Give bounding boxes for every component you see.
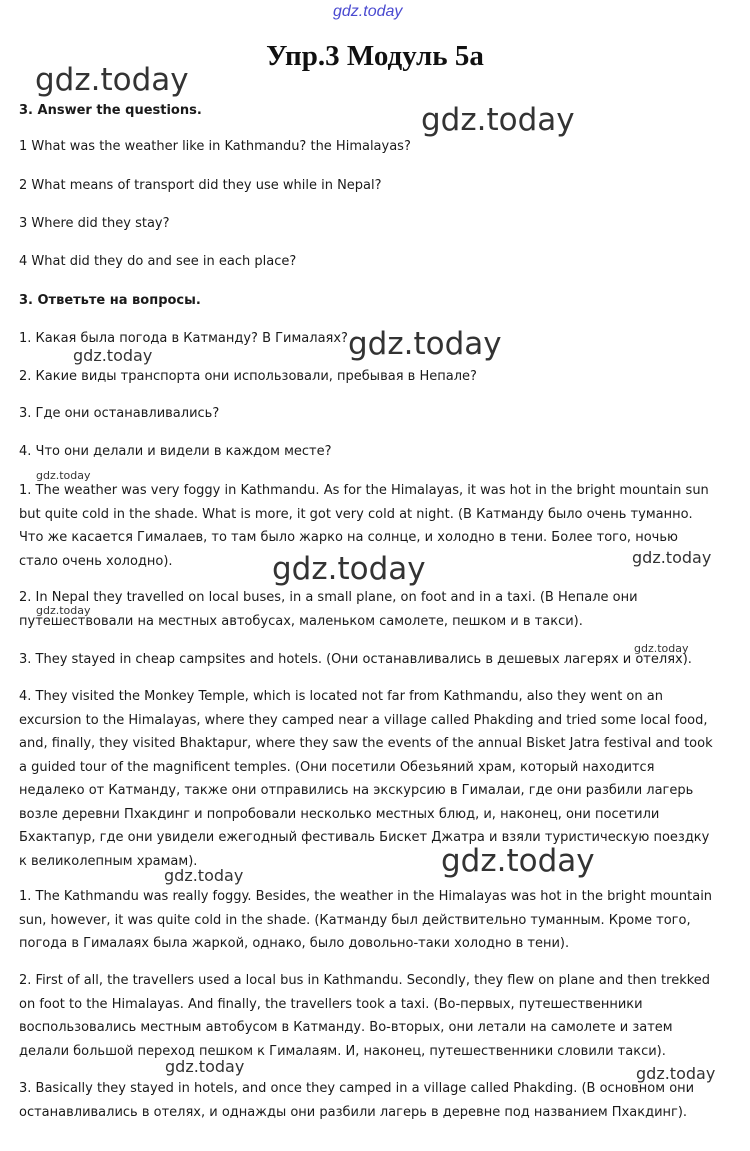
site-link[interactable]: gdz.today: [333, 3, 403, 20]
question-en-4: 4 What did they do and see in each place?: [19, 254, 297, 269]
answer-4: 4. They visited the Monkey Temple, which is located not far from Kathmandu, also they went on an excursion to the Himalayas, where they camped near a village called Phakding and tried some local food, and, finally, they visited Bhaktapur, where they saw the events of the annual Bisket Jatra festival and took a guided tour of the magnificent temples. (Они посетили Обезьяний храм, который находится недалеко от Катманду, также они отправились на экскурсию в Гималаи, где они разбили лагерь возле деревни Пхакдинг и попробовали несколько местных блюд, и, наконец, они посетили Бхактапур, где они увидели ежегодный фестиваль Бискет Джатра и взяли туристическую поездку к великолепным храмам).: [19, 689, 713, 869]
answer-5: 1. The Kathmandu was really foggy. Besides, the weather in the Himalayas was hot in the bright mountain sun, however, it was quite cold in the shade. (Катманду был действительно туманным. Кроме того, погода в Гималаях была жаркой, однако, было довольно-таки холодно в тени).: [19, 889, 713, 951]
questions-en-heading: 3. Answer the questions.: [19, 103, 202, 118]
answer-2: 2. In Nepal they travelled on local buses, in a small plane, on foot and in a taxi. (В Непале они путешествовали на местных автобусах, маленьком самолете, пешком и в такси).: [19, 590, 638, 629]
watermark: gdz.today: [348, 326, 502, 362]
watermark: gdz.today: [36, 469, 91, 482]
watermark: gdz.today: [165, 1057, 245, 1076]
question-en-1: 1 What was the weather like in Kathmandu? the Himalayas?: [19, 139, 411, 154]
watermark: gdz.today: [164, 866, 244, 885]
answer-3: 3. They stayed in cheap campsites and hotels. (Они останавливались в дешевых лагерях и отелях).: [19, 652, 692, 667]
watermark: gdz.today: [272, 551, 426, 587]
question-ru-4: 4. Что они делали и видели в каждом месте?: [19, 444, 332, 459]
question-ru-2: 2. Какие виды транспорта они использовали, пребывая в Непале?: [19, 369, 477, 384]
question-en-2: 2 What means of transport did they use while in Nepal?: [19, 178, 382, 193]
page-title: Упр.3 Модуль 5а: [266, 40, 484, 72]
watermark: gdz.today: [632, 548, 712, 567]
questions-ru-heading: 3. Ответьте на вопросы.: [19, 293, 201, 308]
watermark: gdz.today: [634, 642, 689, 655]
watermark: gdz.today: [441, 843, 595, 879]
watermark: gdz.today: [35, 62, 189, 98]
watermark: gdz.today: [636, 1064, 716, 1083]
watermark: gdz.today: [421, 102, 575, 138]
question-ru-3: 3. Где они останавливались?: [19, 406, 220, 421]
answer-7: 3. Basically they stayed in hotels, and once they camped in a village called Phakding. (В основном они останавливались в отелях, и однажды они разбили лагерь в деревне под названием Пхакдинг).: [19, 1081, 695, 1120]
question-en-3: 3 Where did they stay?: [19, 216, 170, 231]
question-ru-1: 1. Какая была погода в Катманду? В Гималаях?: [19, 331, 348, 346]
answer-1: 1. The weather was very foggy in Kathmandu. As for the Himalayas, it was hot in the bright mountain sun but quite cold in the shade. What is more, it got very cold at night. (В Катманду было очень туманно. Что же касается Гималаев, то там было жарко на солнце, и холодно в тени. Более того, ночью стало очень холодно).: [19, 483, 709, 569]
watermark: gdz.today: [36, 604, 91, 617]
answer-6: 2. First of all, the travellers used a local bus in Kathmandu. Secondly, they flew on plane and then trekked on foot to the Himalayas. And finally, the travellers took a taxi. (Во-первых, путешественники воспользовались местным автобусом в Катманду. Во-вторых, они летали на самолете и затем делали большой переход пешком к Гималаям. И, наконец, путешественники словили такси).: [19, 973, 711, 1059]
watermark: gdz.today: [73, 346, 153, 365]
